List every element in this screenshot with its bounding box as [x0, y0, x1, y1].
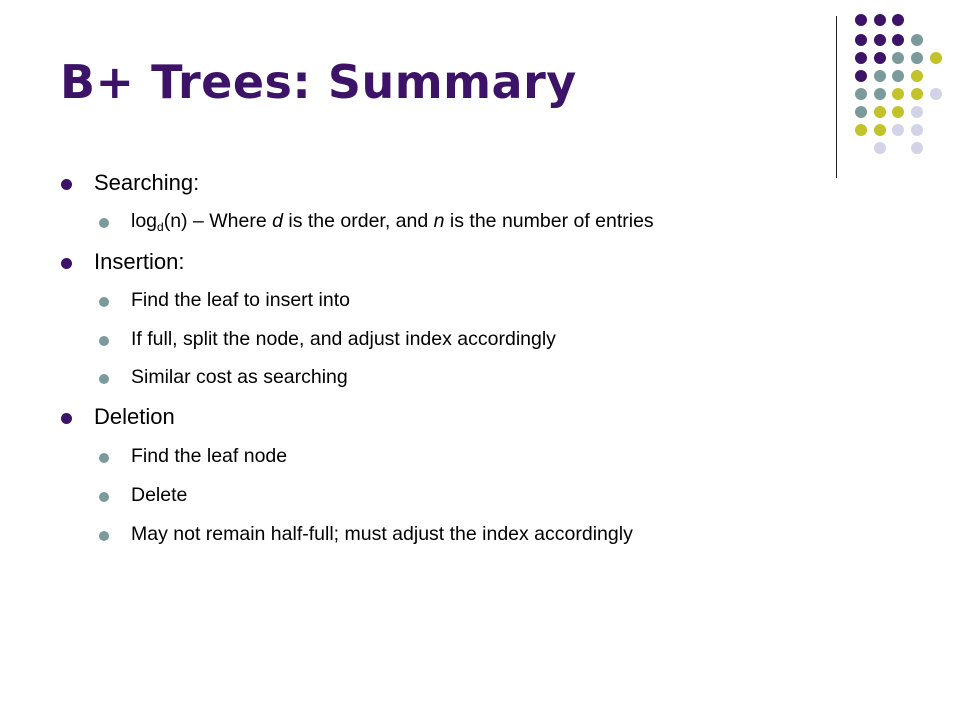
bullet-item-searching	[94, 170, 199, 196]
decorative-dot	[874, 124, 886, 136]
sub-bullet-text: May not remain half-full; must adjust the index accordingly	[131, 523, 633, 545]
bullet-item-insertion	[94, 249, 185, 275]
decorative-dot	[911, 70, 923, 82]
decorative-dot	[892, 34, 904, 46]
sub-bullet-text: If full, split the node, and adjust index accordingly	[131, 328, 556, 350]
decorative-dot	[892, 88, 904, 100]
bullet-icon	[61, 179, 72, 190]
slide-title: B+ Trees: Summary	[60, 55, 577, 109]
sub-bullet-item	[131, 289, 350, 312]
sub-bullet-item	[131, 484, 187, 507]
sub-bullet-icon	[99, 492, 109, 502]
sub-bullet-icon	[99, 297, 109, 307]
sub-bullet-item	[131, 523, 633, 546]
decorative-dot	[855, 106, 867, 118]
decorative-dot	[911, 124, 923, 136]
decorative-dot	[911, 34, 923, 46]
decorative-dot	[892, 52, 904, 64]
sub-bullet-text: Similar cost as searching	[131, 366, 348, 388]
sub-bullet-icon	[99, 531, 109, 541]
sub-bullet-icon	[99, 453, 109, 463]
decorative-dot	[855, 34, 867, 46]
decorative-dot	[892, 70, 904, 82]
decorative-dot	[874, 52, 886, 64]
decorative-dot	[911, 88, 923, 100]
bullet-item-deletion	[94, 404, 175, 430]
bullet-icon	[61, 258, 72, 269]
decorative-dot	[911, 106, 923, 118]
sub-bullet-icon	[99, 374, 109, 384]
sub-bullet-text: Find the leaf to insert into	[131, 289, 350, 311]
bullet-text: Deletion	[94, 404, 175, 429]
bullet-text: Insertion:	[94, 249, 185, 274]
sub-bullet-icon	[99, 336, 109, 346]
bullet-icon	[61, 413, 72, 424]
decorative-dot	[855, 52, 867, 64]
sub-bullet-item	[131, 445, 287, 468]
sub-bullet-item	[131, 328, 556, 351]
decorative-dot	[874, 106, 886, 118]
decorative-vertical-line	[836, 16, 837, 178]
sub-bullet-icon	[99, 218, 109, 228]
decorative-dot-grid	[850, 14, 945, 154]
bullet-text: Searching:	[94, 170, 200, 195]
decorative-dot	[855, 70, 867, 82]
sub-bullet-item	[131, 366, 348, 389]
decorative-dot	[855, 124, 867, 136]
decorative-dot	[892, 14, 904, 26]
decorative-dot	[874, 88, 886, 100]
decorative-dot	[874, 142, 886, 154]
decorative-dot	[930, 52, 942, 64]
sub-bullet-text: $\log_d(n)$ – Where d is the order, and n is the number of entries	[131, 210, 654, 234]
decorative-dot	[874, 70, 886, 82]
decorative-dot	[911, 142, 923, 154]
decorative-dot	[892, 124, 904, 136]
decorative-dot	[911, 52, 923, 64]
decorative-dot	[930, 88, 942, 100]
decorative-dot	[855, 88, 867, 100]
sub-bullet-text: Find the leaf node	[131, 445, 288, 467]
decorative-dot	[892, 106, 904, 118]
decorative-dot	[874, 34, 886, 46]
decorative-dot	[855, 14, 867, 26]
decorative-dot	[874, 14, 886, 26]
sub-bullet-text: Delete	[131, 484, 188, 506]
sub-bullet-item	[131, 210, 654, 233]
